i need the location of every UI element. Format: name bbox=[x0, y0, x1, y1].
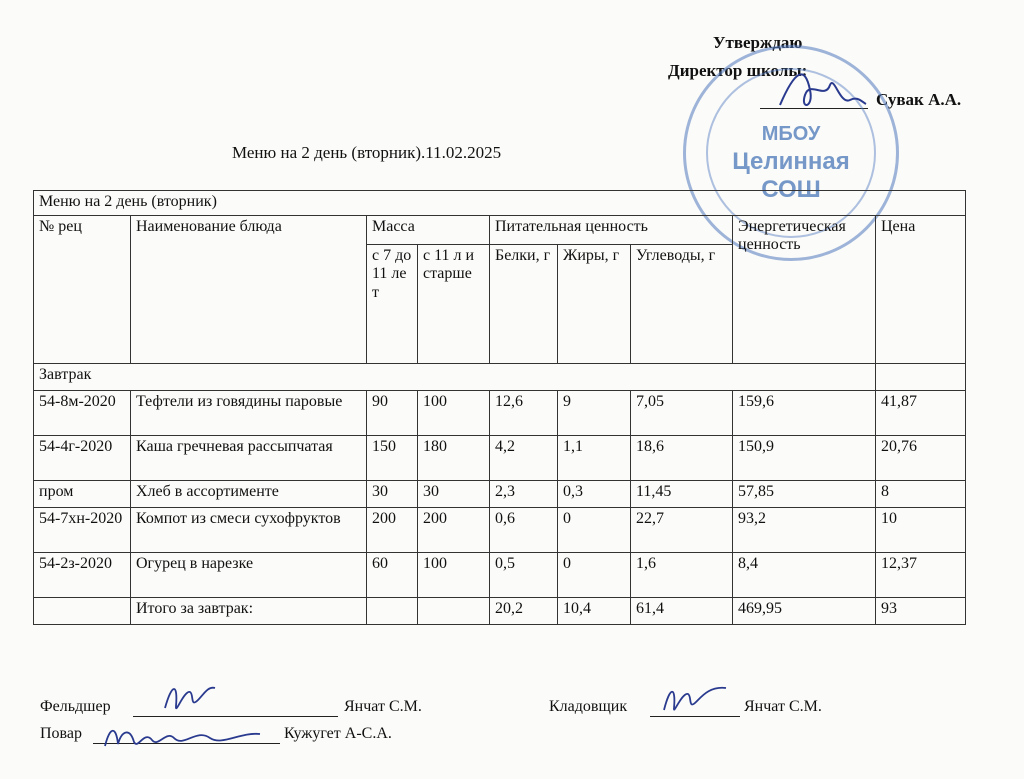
storekeeper-label: Кладовщик bbox=[549, 698, 628, 715]
total-empty-cell bbox=[34, 598, 131, 625]
header-mass: Масса bbox=[367, 216, 490, 245]
cell-fat: 0 bbox=[558, 553, 631, 598]
cell-energy: 93,2 bbox=[733, 508, 876, 553]
feldsher-signature bbox=[160, 678, 220, 718]
section-label: Завтрак bbox=[34, 364, 876, 391]
document-title: Меню на 2 день (вторник).11.02.2025 bbox=[232, 143, 502, 162]
feldsher-label: Фельдшер bbox=[40, 698, 111, 715]
cell-mass-11: 200 bbox=[418, 508, 490, 553]
cell-price: 8 bbox=[876, 481, 966, 508]
header-fat: Жиры, г bbox=[558, 245, 631, 364]
total-empty-cell bbox=[367, 598, 418, 625]
cook-signature bbox=[100, 720, 265, 754]
storekeeper-signature bbox=[660, 680, 730, 718]
header-rec: № рец bbox=[34, 216, 131, 364]
cell-fat: 1,1 bbox=[558, 436, 631, 481]
cook-label: Повар bbox=[40, 725, 82, 742]
section-empty-cell bbox=[876, 364, 966, 391]
cell-energy: 150,9 bbox=[733, 436, 876, 481]
cell-mass-7-11: 200 bbox=[367, 508, 418, 553]
stamp-text-1: МБОУ bbox=[761, 123, 821, 145]
cell-price: 20,76 bbox=[876, 436, 966, 481]
menu-table bbox=[33, 190, 966, 625]
cell-energy: 159,6 bbox=[733, 391, 876, 436]
cell-mass-7-11: 150 bbox=[367, 436, 418, 481]
cell-rec: 54-2з-2020 bbox=[34, 553, 131, 598]
cell-price: 12,37 bbox=[876, 553, 966, 598]
feldsher-name: Янчат С.М. bbox=[344, 698, 422, 715]
table-row bbox=[34, 436, 966, 481]
header-price: Цена bbox=[876, 216, 966, 364]
cell-fat: 9 bbox=[558, 391, 631, 436]
stamp-text-3: СОШ bbox=[761, 176, 821, 203]
table-row bbox=[34, 481, 966, 508]
cell-mass-7-11: 60 bbox=[367, 553, 418, 598]
total-protein: 20,2 bbox=[490, 598, 558, 625]
total-empty-cell bbox=[418, 598, 490, 625]
total-label: Итого за завтрак: bbox=[131, 598, 367, 625]
total-fat: 10,4 bbox=[558, 598, 631, 625]
cell-name: Хлеб в ассортименте bbox=[131, 481, 367, 508]
cell-protein: 2,3 bbox=[490, 481, 558, 508]
total-carbs: 61,4 bbox=[631, 598, 733, 625]
total-row bbox=[34, 598, 966, 625]
cell-energy: 57,85 bbox=[733, 481, 876, 508]
table-row bbox=[34, 391, 966, 436]
header-name: Наименование блюда bbox=[131, 216, 367, 364]
cell-rec: 54-8м-2020 bbox=[34, 391, 131, 436]
cell-protein: 0,5 bbox=[490, 553, 558, 598]
cell-name: Огурец в нарезке bbox=[131, 553, 367, 598]
cell-protein: 0,6 bbox=[490, 508, 558, 553]
storekeeper-name: Янчат С.М. bbox=[744, 698, 822, 715]
cell-mass-7-11: 30 bbox=[367, 481, 418, 508]
stamp-text-2: Целинная bbox=[732, 148, 850, 175]
table-row bbox=[34, 553, 966, 598]
cell-price: 10 bbox=[876, 508, 966, 553]
director-name: Сувак А.А. bbox=[876, 90, 962, 109]
header-energy: Энергетическая ценность bbox=[733, 216, 876, 364]
header-carbs: Углеводы, г bbox=[631, 245, 733, 364]
header-nutrition: Питательная ценность bbox=[490, 216, 733, 245]
cell-fat: 0,3 bbox=[558, 481, 631, 508]
cell-carbs: 11,45 bbox=[631, 481, 733, 508]
cell-rec: 54-7хн-2020 bbox=[34, 508, 131, 553]
table-row bbox=[34, 508, 966, 553]
approval-title: Утверждаю bbox=[713, 33, 803, 52]
cell-price: 41,87 bbox=[876, 391, 966, 436]
total-price: 93 bbox=[876, 598, 966, 625]
cell-mass-11: 180 bbox=[418, 436, 490, 481]
header-protein: Белки, г bbox=[490, 245, 558, 364]
cell-name: Каша гречневая рассыпчатая bbox=[131, 436, 367, 481]
cell-carbs: 18,6 bbox=[631, 436, 733, 481]
cell-mass-11: 30 bbox=[418, 481, 490, 508]
header-mass-7-11: с 7 до 11 лет bbox=[367, 245, 418, 364]
cell-rec: 54-4г-2020 bbox=[34, 436, 131, 481]
cell-protein: 4,2 bbox=[490, 436, 558, 481]
cell-mass-11: 100 bbox=[418, 391, 490, 436]
table-caption: Меню на 2 день (вторник) bbox=[34, 191, 966, 216]
cell-fat: 0 bbox=[558, 508, 631, 553]
cook-name: Кужугет А-С.А. bbox=[284, 725, 392, 742]
cell-carbs: 7,05 bbox=[631, 391, 733, 436]
cell-mass-7-11: 90 bbox=[367, 391, 418, 436]
approval-role: Директор школы: bbox=[668, 61, 808, 80]
cell-mass-11: 100 bbox=[418, 553, 490, 598]
cell-carbs: 1,6 bbox=[631, 553, 733, 598]
cell-name: Тефтели из говядины паровые bbox=[131, 391, 367, 436]
total-energy: 469,95 bbox=[733, 598, 876, 625]
cell-energy: 8,4 bbox=[733, 553, 876, 598]
director-signature bbox=[770, 60, 870, 115]
header-mass-11: с 11 л и старше bbox=[418, 245, 490, 364]
cell-carbs: 22,7 bbox=[631, 508, 733, 553]
cell-name: Компот из смеси сухофруктов bbox=[131, 508, 367, 553]
cell-protein: 12,6 bbox=[490, 391, 558, 436]
cell-rec: пром bbox=[34, 481, 131, 508]
